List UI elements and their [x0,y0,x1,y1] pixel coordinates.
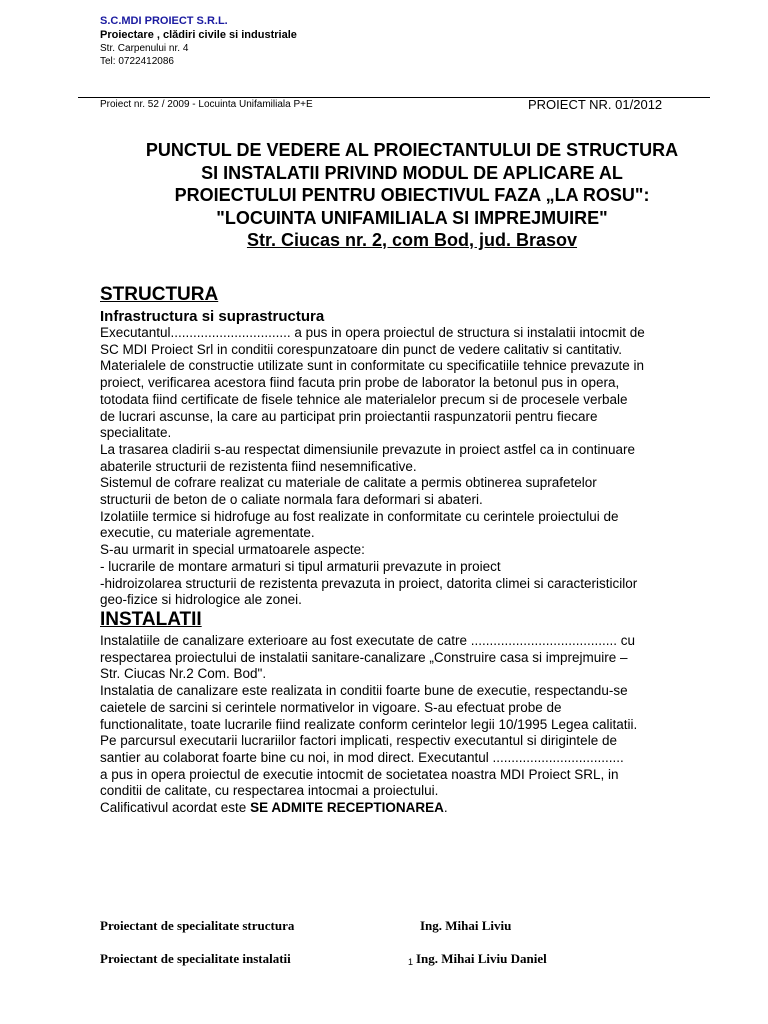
paragraph-line: Materialele de constructie utilizate sunt in conformitate cu specificatiile tehnice prevazute in [100,358,645,374]
paragraph-line: santier au colaborat foarte bine cu noi, in mod direct. Executantul ................................... [100,749,624,765]
signature-role-structura: Proiectant de specialitate structura [100,918,295,933]
paragraph-line: -hidroizolarea structurii de rezistenta prevazuta in proiect, datorita climei si caracteristicilor [100,575,638,591]
project-reference: Proiect nr. 52 / 2009 - Locuinta Unifamiliala P+E [100,99,313,110]
signature-name-structura: Ing. Mihai Liviu [420,918,512,933]
structura-body [100,325,740,609]
paragraph-line: - lucrarile de montare armaturi si tipul armaturii prevazute in proiect [100,558,501,574]
section-heading-structura: STRUCTURA [100,284,219,305]
calificativ-suffix: . [443,800,448,816]
paragraph-line: executie, cu materiale agrementate. [100,525,315,541]
paragraph-line: functionalitate, toate lucrarile fiind realizate conform cerintelor legii 10/1995 Legea calitatii. [100,716,638,732]
paragraph-line: specialitate. [100,425,172,441]
title-line-1: PUNCTUL DE VEDERE AL PROIECTANTULUI DE STRUCTURA [145,140,679,160]
paragraph-line: respectarea proiectului de instalatii sanitare-canalizare „Construire casa si imprejmuire – [100,649,628,665]
title-line-4: "LOCUINTA UNIFAMILIALA SI IMPREJMUIRE" [216,207,608,228]
page-number: 1 [408,957,414,967]
paragraph-line: a pus in opera proiectul de executie intocmit de societatea noastra MDI Proiect SRL, in [100,766,619,782]
calificativ-line [100,800,740,817]
paragraph-line: Instalatia de canalizare este realizata in conditii foarte bune de executie, respectandu-se [100,683,628,699]
paragraph-line: de lucrari ascunse, la care au participat prin proiectantii raspunzatorii pentru fiecare [100,408,598,424]
company-name: S.C.MDI PROIECT S.R.L. [100,15,228,27]
paragraph-line: structurii de beton de o caliate normala fara deformari si abateri. [100,492,483,508]
paragraph-line: geo-fizice si hidrologice ale zonei. [100,592,302,608]
signature-role-instalatii: Proiectant de specialitate instalatii [100,951,291,966]
paragraph-line: abaterile structurii de rezistenta fiind nesemnificative. [100,458,417,474]
paragraph-line: conditii de calitate, cu respectarea intocmai a proiectului. [100,783,439,799]
subheading-infrastructura: Infrastructura si suprastructura [100,308,325,325]
instalatii-body [100,633,740,817]
paragraph-line: Instalatiile de canalizare exterioare au fost executate de catre ....................................... cu [100,633,636,648]
company-phone: Tel: 0722412086 [100,56,174,67]
paragraph-line: S-au urmarit in special urmatoarele aspecte: [100,542,365,558]
paragraph-line: Pe parcursul executarii lucrariilor factori implicati, respectiv executantul si dirigintele de [100,733,617,749]
company-address: Str. Carpenului nr. 4 [100,43,189,54]
paragraph-line: SC MDI Proiect Srl in conditii corespunzatoare din punct de vedere calitativ si cantitativ. [100,341,622,357]
calificativ-label: Calificativul acordat este [100,800,251,816]
paragraph-line: La trasarea cladirii s-au respectat dimensiunile prevazute in proiect astfel ca in continuare [100,441,636,457]
paragraph-line: Str. Ciucas Nr.2 Com. Bod". [100,666,267,682]
paragraph-line: Executantul................................ a pus in opera proiectul de structura si instalatii intocmit de [100,325,645,340]
project-number: PROIECT NR. 01/2012 [528,97,663,112]
section-heading-instalatii: INSTALATII [100,609,202,630]
paragraph-line: caietele de sarcini si cerintele normativelor in vigoare. S-au efectuat probe de [100,699,562,715]
title-address: Str. Ciucas nr. 2, com Bod, jud. Brasov [246,230,578,250]
paragraph-line: totodata fiind certificate de fisele tehnice ale materialelor precum si de procesele verbale [100,391,628,407]
signature-name-instalatii: Ing. Mihai Liviu Daniel [416,951,547,966]
paragraph-line: proiect, verificarea acestora fiind facuta prin probe de laborator la betonul pus in opera, [100,375,620,391]
paragraph-line: Izolatiile termice si hidrofuge au fost realizate in conformitate cu cerintele proiectului de [100,508,619,524]
document-title [60,139,764,252]
paragraph-line: Sistemul de cofrare realizat cu materiale de calitate a permis obtinerea suprafetelor [100,475,597,491]
title-line-3: PROIECTULUI PENTRU OBIECTIVUL FAZA „LA ROSU": [174,185,650,205]
company-description: Proiectare , clădiri civile si industriale [100,29,297,41]
title-line-2: SI INSTALATII PRIVIND MODUL DE APLICARE AL [201,162,623,183]
calificativ-value: SE ADMITE RECEPTIONAREA [250,800,444,816]
